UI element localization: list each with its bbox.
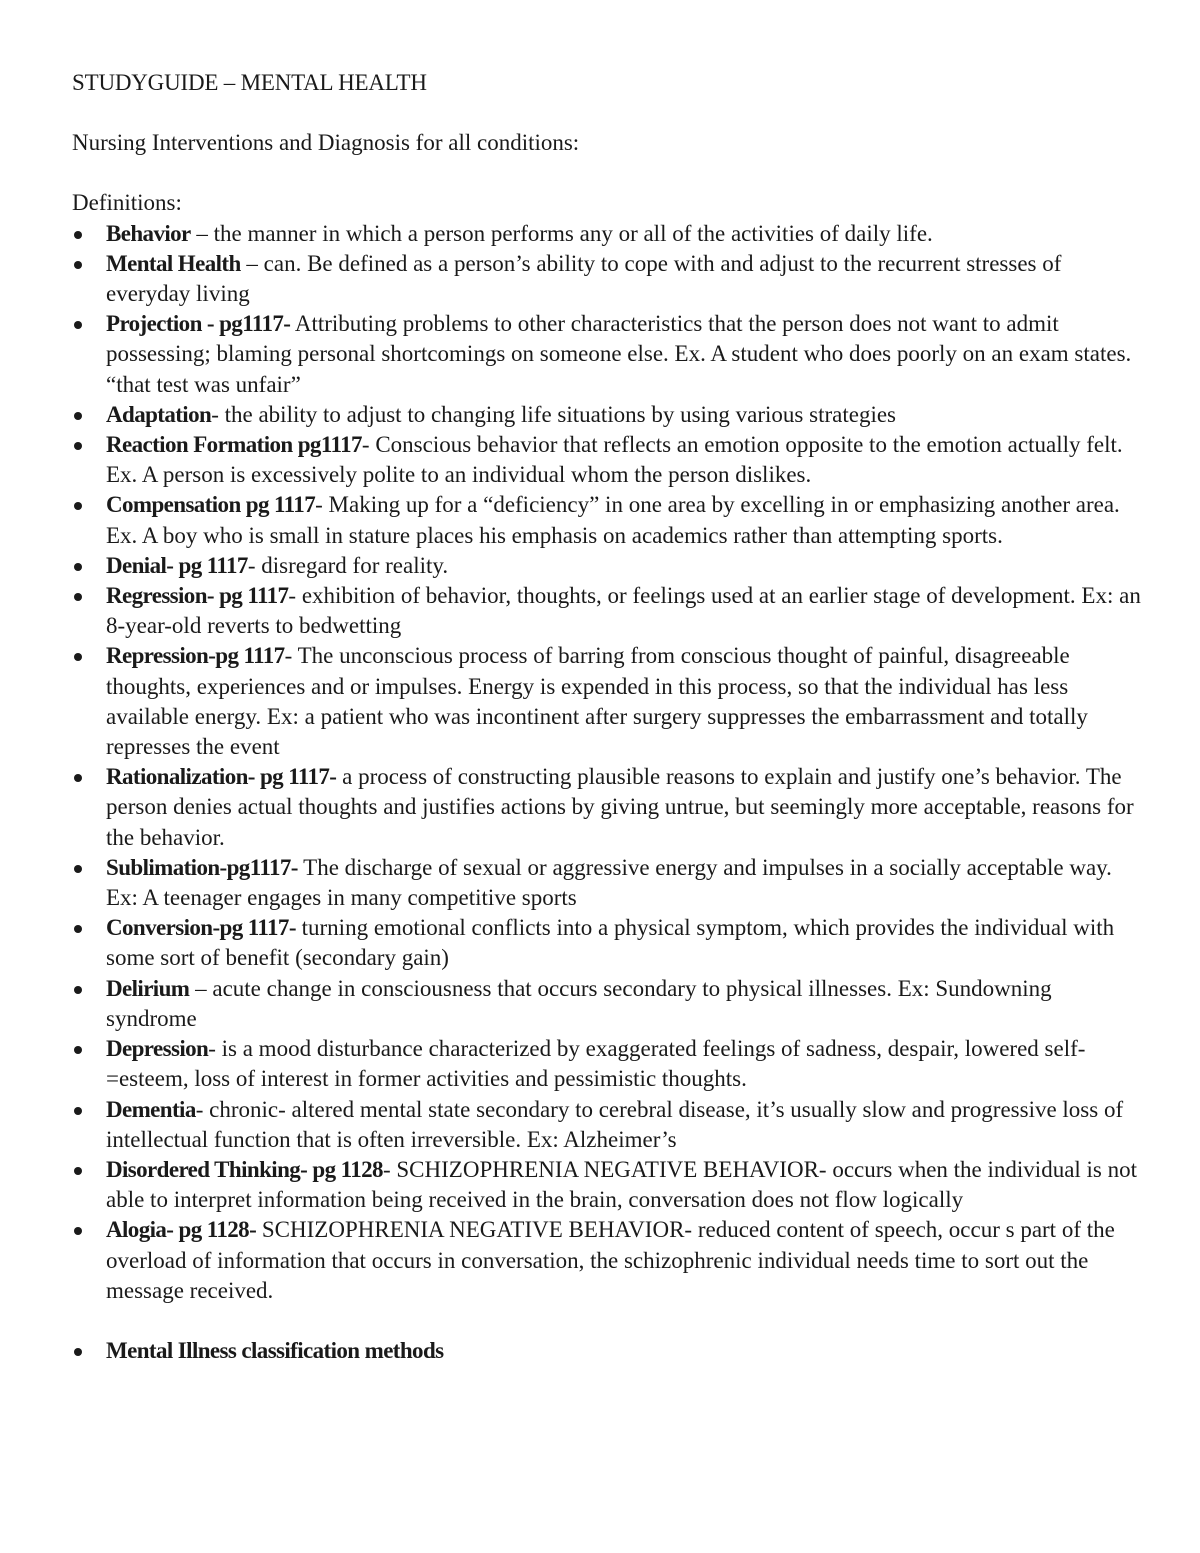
list-item [72,762,1142,853]
definition-term: Delirium [106,975,190,1001]
list-item [72,430,1142,490]
definition-separator: – [240,250,264,276]
definition-text: a process of constructing plausible reasons to explain and justify one’s behavior. The person denies actual thoughts and justifies actions by giving untrue, but seemingly more acceptable, reasons for the behavior. [106,764,1134,850]
definitions-list [72,219,1142,1367]
definition-term: Adaptation [106,401,212,427]
definition-term: Disordered Thinking- pg 1128 [106,1156,383,1182]
list-item [72,1095,1142,1155]
definition-separator: – [189,975,213,1001]
definition-separator: - [284,643,298,669]
definition-term: Denial- pg 1117 [106,552,248,578]
list-item [72,1155,1142,1215]
list-item [72,490,1142,550]
list-item [72,249,1142,309]
definition-text: Making up for a “deficiency” in one area by excelling in or emphasizing another area. Ex. A boy who is small in stature places his emphasis on academics rather than attempting sports. [106,492,1120,548]
list-item [72,853,1142,913]
definition-text: turning emotional conflicts into a physical symptom, which provides the individual with some sort of benefit (secondary gain) [106,915,1115,971]
definition-text: SCHIZOPHRENIA NEGATIVE BEHAVIOR- reduced content of speech, occur s part of the overload of information that occurs in conversation, the schizophrenic individual needs time to sort out the message received. [106,1217,1115,1303]
definition-text: the manner in which a person performs any or all of the activities of daily life. [213,220,933,246]
definition-term: Depression [106,1036,209,1062]
definition-text: SCHIZOPHRENIA NEGATIVE BEHAVIOR- occurs when the individual is not able to interpret information being received in the brain, conversation does not flow logically [106,1156,1138,1213]
list-item [72,1034,1142,1094]
document-page [72,68,1142,1366]
definition-text: Conscious behavior that reflects an emotion opposite to the emotion actually felt. Ex. A person is excessively polite to an individual whom the person dislikes. [106,432,1123,488]
definition-separator: – [190,220,214,246]
definition-text: exhibition of behavior, thoughts, or feelings used at an earlier stage of development. Ex: an 8-year-old reverts to bedwetting [106,583,1141,639]
definitions-heading: Definitions: [72,190,182,216]
definition-text: disregard for reality. [261,552,449,578]
definition-text: can. Be defined as a person’s ability to cope with and adjust to the recurrent stresses of everyday living [106,250,1062,307]
section-heading: Mental Illness classification methods [106,1337,444,1363]
definition-term: Projection - pg1117- [106,311,291,337]
list-item [72,913,1142,973]
definition-term: Behavior [106,220,191,246]
definition-separator: - [247,552,262,578]
definition-term: Conversion-pg 1117- [106,915,296,941]
definition-text: chronic- altered mental state secondary to cerebral disease, it’s usually slow and progressive loss of intellectual function that is often irreversible. Ex: Alzheimer’s [106,1096,1124,1152]
definition-text: is a mood disturbance characterized by exaggerated feelings of sadness, despair, lowered self-=esteem, loss of interest in former activities and pessimistic thoughts. [106,1036,1086,1092]
list-item [72,974,1142,1034]
definition-separator: - [211,401,225,427]
list-item [72,400,1142,430]
definition-term: Alogia- pg 1128- [106,1217,257,1243]
list-item [72,219,1142,249]
definition-term: Mental Health [106,250,241,276]
definition-term: Dementia [106,1096,196,1122]
list-item [72,1336,1142,1366]
list-item [72,1215,1142,1306]
definition-term: Sublimation-pg1117- [106,854,298,880]
list-item [72,641,1142,762]
definition-separator: - [195,1096,210,1122]
definition-text: the ability to adjust to changing life situations by using various strategies [224,401,896,427]
list-item [72,581,1142,641]
definition-text: acute change in consciousness that occurs secondary to physical illnesses. Ex: Sundowning syndrome [106,975,1052,1031]
definition-separator: - [208,1036,222,1062]
definition-text: The discharge of sexual or aggressive energy and impulses in a socially acceptable way. Ex: A teenager engages in many competitive sports [106,854,1112,911]
definition-term: Regression- pg 1117 [106,583,289,609]
definition-term: Rationalization- pg 1117- [106,764,337,790]
definition-separator: - [315,492,329,518]
definition-term: Reaction Formation pg1117 [106,432,362,458]
definition-separator: - [288,583,302,609]
definition-text: The unconscious process of barring from conscious thought of painful, disagreeable thoughts, experiences and or impulses. Energy is expended in this process, so that the individual has less available energy. Ex: a patient who was incontinent after surgery suppresses the embarrassment and totally represses the event [106,643,1088,760]
definition-term: Compensation pg 1117 [106,492,316,518]
definition-separator: - [382,1156,397,1182]
definition-term: Repression-pg 1117 [106,643,285,669]
list-item [72,551,1142,581]
definition-separator: - [361,432,376,458]
definition-text: Attributing problems to other characteristics that the person does not want to admit possessing; blaming personal shortcomings on someone else. Ex. A student who does poorly on an exam states. “that test was unfair” [106,311,1132,397]
document-title: STUDYGUIDE – MENTAL HEALTH [72,70,427,95]
list-item [72,309,1142,400]
document-subtitle: Nursing Interventions and Diagnosis for all conditions: [72,130,580,156]
